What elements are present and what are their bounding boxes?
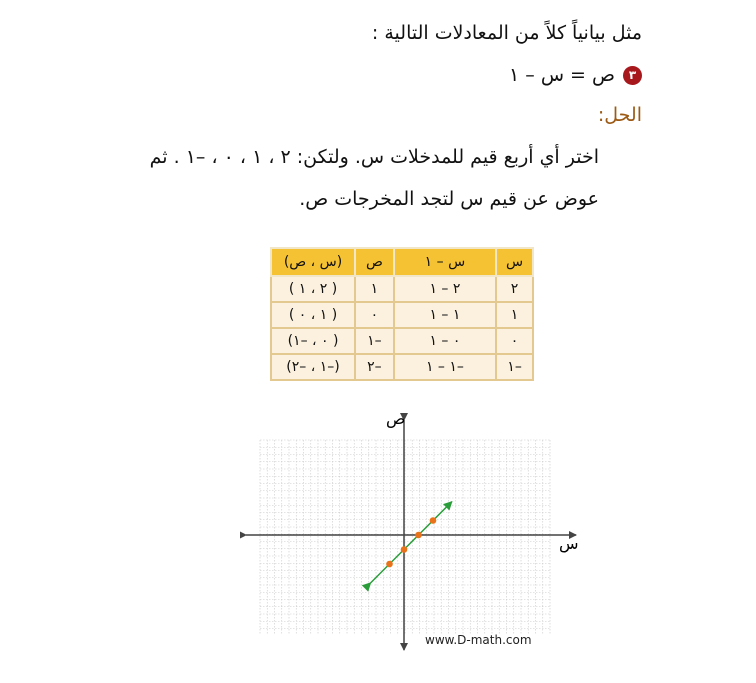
header-pair: (س ، ص) xyxy=(271,248,355,276)
cell-x: ٠ xyxy=(496,328,533,354)
header-x: س xyxy=(496,248,533,276)
cell-expression: ٠ – ١ xyxy=(394,328,496,354)
values-table xyxy=(270,247,534,381)
cell-pair: ( ١ ، ٠ ) xyxy=(271,302,355,328)
cell-y: ٠ xyxy=(355,302,394,328)
grid xyxy=(260,440,550,635)
cell-expression: –١ – ١ xyxy=(394,354,496,380)
data-point xyxy=(401,546,408,553)
explanation-line-2: عوض عن قيم س لتجد المخرجات ص. xyxy=(299,188,599,210)
solution-label: الحل: xyxy=(597,104,642,126)
cell-y: –٢ xyxy=(355,354,394,380)
data-point xyxy=(386,561,393,568)
watermark: www.D-math.com xyxy=(425,633,532,647)
instruction-text: مثل بيانياً كلاً من المعادلات التالية : xyxy=(371,22,642,44)
table-row xyxy=(271,328,533,354)
cell-pair: (–١ ، –٢) xyxy=(271,354,355,380)
table-row xyxy=(271,354,533,380)
cell-expression: ١ – ١ xyxy=(394,302,496,328)
coordinate-graph xyxy=(240,400,585,655)
table-header-row xyxy=(271,248,533,276)
y-axis-label: ص xyxy=(386,409,406,428)
data-point xyxy=(415,532,422,539)
header-y: ص xyxy=(355,248,394,276)
data-point xyxy=(430,517,437,524)
cell-pair: ( ٠ ، –١) xyxy=(271,328,355,354)
problem-equation: ص = س – ١ xyxy=(509,64,615,86)
header-expression: س – ١ xyxy=(394,248,496,276)
problem-number-badge: ٣ xyxy=(623,66,642,85)
table-row xyxy=(271,276,533,302)
explanation-line-1: اختر أي أربع قيم للمدخلات س. ولتكن: ٢ ، ١ ، ٠ ، –١ . ثم xyxy=(149,146,599,168)
cell-y: ١ xyxy=(355,276,394,302)
x-axis-label: س xyxy=(559,534,579,553)
cell-x: –١ xyxy=(496,354,533,380)
cell-x: ١ xyxy=(496,302,533,328)
problem-line xyxy=(509,64,642,86)
table-row xyxy=(271,302,533,328)
cell-expression: ٢ – ١ xyxy=(394,276,496,302)
cell-pair: ( ٢ ، ١ ) xyxy=(271,276,355,302)
cell-y: –١ xyxy=(355,328,394,354)
cell-x: ٢ xyxy=(496,276,533,302)
